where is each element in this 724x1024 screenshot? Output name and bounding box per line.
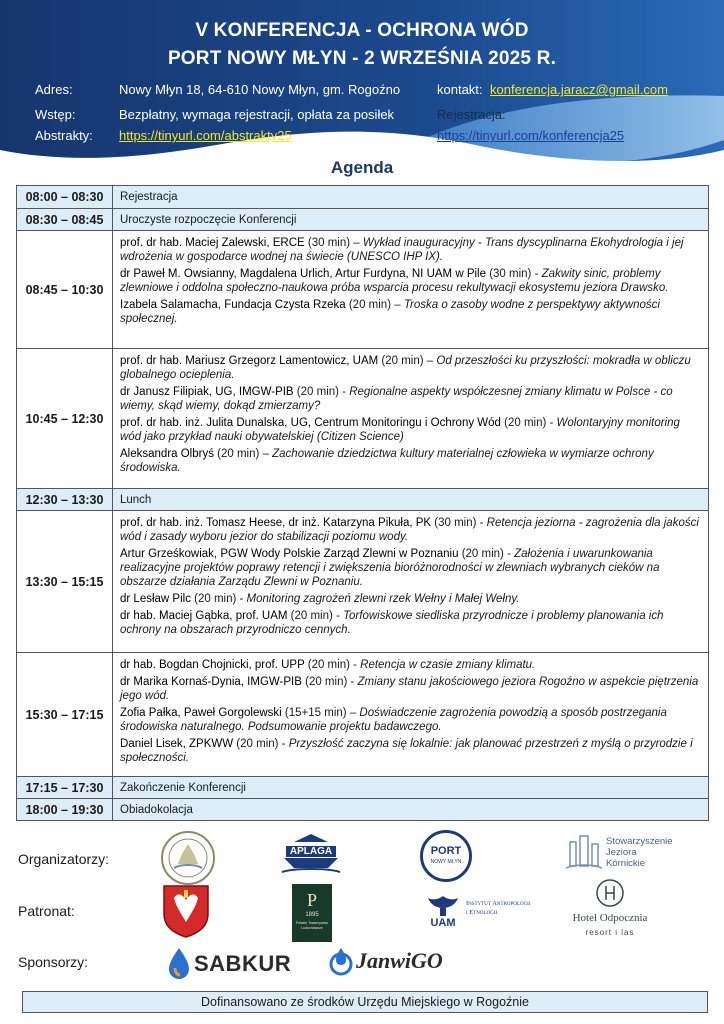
talk-entry — [120, 236, 701, 264]
talk-speaker: Aleksandra Olbryś — [120, 448, 214, 460]
agenda-row — [17, 348, 708, 488]
talk-entry — [120, 658, 701, 672]
talk-duration: (20 min) - — [458, 548, 515, 560]
talk-entry — [120, 675, 701, 703]
sabkur-wordmark: SABKUR — [194, 951, 292, 976]
gear-drop-icon — [328, 944, 354, 978]
janwigo-wordmark: JanwiGO — [356, 948, 443, 973]
talk-title: Przyszłość zaczyna się lokalnie: jak planować przestrzeń z myślą o przyrodzie i społeczności. — [120, 738, 693, 764]
talk-speaker: dr Paweł M. Owsianny, Magdalena Urlich, Artur Furdyna, NI UAM w Pile — [120, 268, 486, 280]
talk-speaker: dr Marika Kornaś-Dynia, IMGW-PIB — [120, 676, 302, 688]
talk-title: Regionalne aspekty współczesnej zmiany klimatu w Polsce - co wiemy, skąd wiemy, dokąd zmierzamy? — [120, 386, 673, 412]
talk-duration: (30 min) - — [486, 268, 542, 280]
talk-speaker: dr Lesław Pilc — [120, 593, 191, 605]
talk-speaker: Zofia Pałka, Paweł Gorgolewski — [120, 707, 282, 719]
talk-speaker: prof. dr hab. Maciej Zalewski, ERCE — [120, 237, 305, 249]
talk-duration: (20 min) - — [190, 593, 247, 605]
hotel-emblem-icon — [595, 878, 625, 908]
talk-speaker: dr Janusz Filipiak, UG, IMGW-PIB — [120, 386, 294, 398]
talk-title: Wolontaryjny monitoring wód jako przykład nauki obywatelskiej (Citizen Science) — [120, 417, 680, 443]
talk-speaker: prof. dr hab. inż. Tomasz Heese, dr inż. Katarzyna Pikuła, PK — [120, 517, 432, 529]
agenda-title: Agenda — [330, 158, 394, 177]
talk-duration: (30 min) - — [431, 517, 487, 529]
agenda-row — [17, 776, 708, 798]
talk-title: Doświadczenie zagrożenia powodzią a sposób postrzegania środowiska naturalnego. Podsumowanie projektu badawczego. — [120, 707, 667, 733]
talk-speaker: Izabela Salamacha, Fundacja Czysta Rzeka — [120, 299, 346, 311]
talk-duration: (20 min) - — [293, 386, 350, 398]
talk-title: Zmiany stanu jakościowego jeziora Rogoźno w aspekcie piętrzenia jego wód. — [120, 676, 699, 702]
ptl-year: 1895 — [305, 912, 319, 918]
address-value: Nowy Młyn 18, 64-610 Nowy Młyn, gm. Rogoźno — [119, 82, 401, 97]
agenda-row — [17, 652, 708, 776]
talk-duration: (20 min) – — [213, 448, 273, 460]
agenda-time: 18:00 – 19:30 — [17, 799, 113, 820]
stowarzyszenie-logo — [566, 834, 692, 874]
sponsors-label: Sponsorzy: — [18, 954, 89, 970]
agenda-row — [17, 230, 708, 348]
stowarzyszenie-name-line3: Kórnickie — [606, 858, 646, 869]
talk-duration: (20 min) – — [378, 355, 437, 367]
talk-speaker: prof. dr hab. Mariusz Grzegorz Lamentowicz, UAM — [120, 355, 379, 367]
talk-entry — [120, 447, 701, 475]
abstracts-label: Abstrakty: — [35, 128, 93, 143]
port-wordmark: PORT — [430, 845, 462, 857]
talk-title: Wykład inauguracyjny - Trans dyscyplinarna Ekohydrologia i jej wdrożenia w gospodarce wodnej na świecie (UNESCO IHP IX). — [120, 237, 684, 263]
agenda-item: Rejestracja — [120, 191, 178, 203]
talk-title: Torfowiskowe siedliska przyrodnicze i problemy planowania ich ochrony na obszarach przyrodniczo cennych. — [120, 610, 664, 636]
agenda-row — [17, 208, 708, 230]
aplaga-wordmark: APLAGA — [289, 846, 333, 857]
funding-notice: Dofinansowano ze środków Urzędu Miejskiego w Rogoźnie — [22, 991, 708, 1013]
agenda-time: 12:30 – 13:30 — [17, 489, 113, 510]
talk-title: Założenia i uwarunkowania realizacyjne projektów poprawy retencji i zwiększenia bioróżnorodności w zlewniach wybranych cieków na obszarze działania Zarządu Zlewni w Poznaniu. — [120, 548, 660, 588]
agenda-item: Lunch — [120, 493, 152, 506]
agenda-item: Obiadokolacja — [120, 803, 193, 816]
talk-title: Od przeszłości ku przyszłości: mokradła w obliczu globalnego ocieplenia. — [120, 355, 691, 381]
castle-icon — [566, 834, 602, 874]
talk-title: Retencja jeziorna - zagrożenia dla jakości wód i zasady wyboru jezior do stabilizacji poziomu wody. — [120, 517, 699, 543]
entry-value: Bezpłatny, wymaga rejestracji, opłata za posiłek — [119, 107, 395, 122]
talk-duration: (20 min) - — [500, 417, 557, 429]
patronage-label: Patronat: — [18, 903, 75, 919]
talk-title: Monitoring zagrożeń zlewni rzek Wełny i Małej Wełny. — [246, 593, 520, 605]
agenda-time: 08:45 – 10:30 — [17, 231, 113, 348]
contact-label: kontakt: — [437, 82, 483, 97]
agenda-item: Uroczyste rozpoczęcie Konferencji — [120, 213, 297, 226]
agenda-row — [17, 488, 708, 510]
talk-entry — [120, 592, 701, 606]
agenda-row — [17, 510, 708, 652]
ptl-monogram-icon: P — [306, 890, 317, 910]
talk-entry — [120, 385, 701, 413]
talk-entry — [120, 267, 701, 295]
talk-duration: (30 min) – — [304, 237, 363, 249]
agenda-time: 08:30 – 08:45 — [17, 209, 113, 230]
talk-entry — [120, 706, 701, 734]
talk-title: Zakwity sinic, problemy zlewniowe i oddolna społeczno-naukowa próba wsparcia procesu rekultywacji ekosystemu jeziora Drawsko. — [120, 268, 669, 294]
address-label: Adres: — [35, 82, 73, 97]
agenda-row — [17, 186, 708, 208]
talk-duration: (20 min) - — [304, 659, 361, 671]
uam-institute-logo — [426, 894, 556, 934]
ptl-name: Polskie Towarzystwo Ludoznawcze — [295, 921, 329, 930]
talk-entry — [120, 609, 701, 637]
talk-title: Retencja w czasie zmiany klimatu. — [360, 659, 536, 671]
agenda-time: 08:00 – 08:30 — [17, 186, 113, 208]
talk-entry — [120, 298, 701, 326]
eagle-icon — [426, 894, 460, 918]
janwigo-logo — [328, 944, 468, 980]
talk-entry — [120, 516, 701, 544]
organizer-seal-logo — [160, 830, 216, 886]
stowarzyszenie-name-line2: Jeziora — [606, 847, 637, 858]
organizers-label: Organizatorzy: — [18, 851, 110, 867]
agenda-time: 15:30 – 17:15 — [17, 653, 113, 776]
talk-entry — [120, 354, 701, 382]
agenda-table — [16, 185, 709, 821]
talk-duration: (20 min) - — [233, 738, 289, 750]
agenda-session — [113, 349, 708, 488]
talk-entry — [120, 737, 701, 765]
talk-entry — [120, 547, 701, 589]
ptl-logo — [292, 884, 332, 942]
water-drop-icon — [166, 946, 192, 980]
header-banner — [0, 0, 724, 178]
uam-wordmark: UAM — [430, 917, 456, 929]
abstracts-link[interactable]: https://tinyurl.com/abstrakty25 — [119, 128, 292, 143]
stowarzyszenie-name: Stowarzyszenie — [606, 836, 673, 847]
talk-entry — [120, 416, 701, 444]
port-subtitle: NOWY MŁYN — [430, 859, 462, 865]
talk-speaker: dr hab. Maciej Gąbka, prof. UAM — [120, 610, 288, 622]
agenda-session — [113, 511, 708, 652]
talk-duration: (20 min) - — [301, 676, 358, 688]
agenda-time: 13:30 – 15:15 — [17, 511, 113, 652]
conference-title: V KONFERENCJA - OCHRONA WÓD — [195, 20, 529, 41]
coat-of-arms-logo — [162, 884, 210, 938]
talk-title: Zachowanie dziedzictwa kultury materialnej człowieka w wymiarze ochrony środowiska. — [120, 448, 654, 474]
agenda-item: Zakończenie Konferencji — [120, 781, 246, 794]
institute-name-line2: i Etnologii — [466, 909, 498, 916]
registration-label: Rejestracja: — [437, 107, 506, 122]
talk-speaker: dr hab. Bogdan Chojnicki, prof. UPP — [120, 659, 305, 671]
agenda-session — [113, 653, 708, 776]
talk-speaker: Artur Grześkowiak, PGW Wody Polskie Zarząd Zlewni w Poznaniu — [120, 548, 459, 560]
talk-duration: (15+15 min) – — [281, 707, 360, 719]
talk-duration: (20 min) – — [345, 299, 404, 311]
talk-duration: (20 min) - — [287, 610, 344, 622]
registration-link[interactable]: https://tinyurl.com/konferencja25 — [437, 128, 625, 143]
agenda-session — [113, 231, 708, 348]
sabkur-logo — [166, 946, 316, 980]
talk-title: Troska o zasoby wodne z perspektywy aktywności społecznej. — [120, 299, 660, 325]
talk-speaker: prof. dr hab. inż. Julita Dunalska, UG, Centrum Monitoringu i Ochrony Wód — [120, 417, 501, 429]
aplaga-logo — [278, 832, 344, 876]
agenda-row — [17, 798, 708, 820]
hotel-name: Hotel Odpocznia — [572, 912, 648, 924]
talk-speaker: Daniel Lisek, ZPKWW — [120, 738, 234, 750]
contact-email-link[interactable]: konferencja.jaracz@gmail.com — [490, 82, 668, 97]
hotel-tagline: resort i las — [585, 928, 635, 937]
entry-label: Wstęp: — [35, 107, 76, 122]
institute-name: Instytut Antropologii — [466, 900, 531, 907]
agenda-time: 17:15 – 17:30 — [17, 777, 113, 798]
agenda-time: 10:45 – 12:30 — [17, 349, 113, 488]
port-nowy-mlyn-logo — [420, 830, 472, 882]
hotel-odpocznia-logo — [560, 878, 660, 944]
conference-venue-date: PORT NOWY MŁYN - 2 WRZEŚNIA 2025 R. — [167, 48, 557, 69]
